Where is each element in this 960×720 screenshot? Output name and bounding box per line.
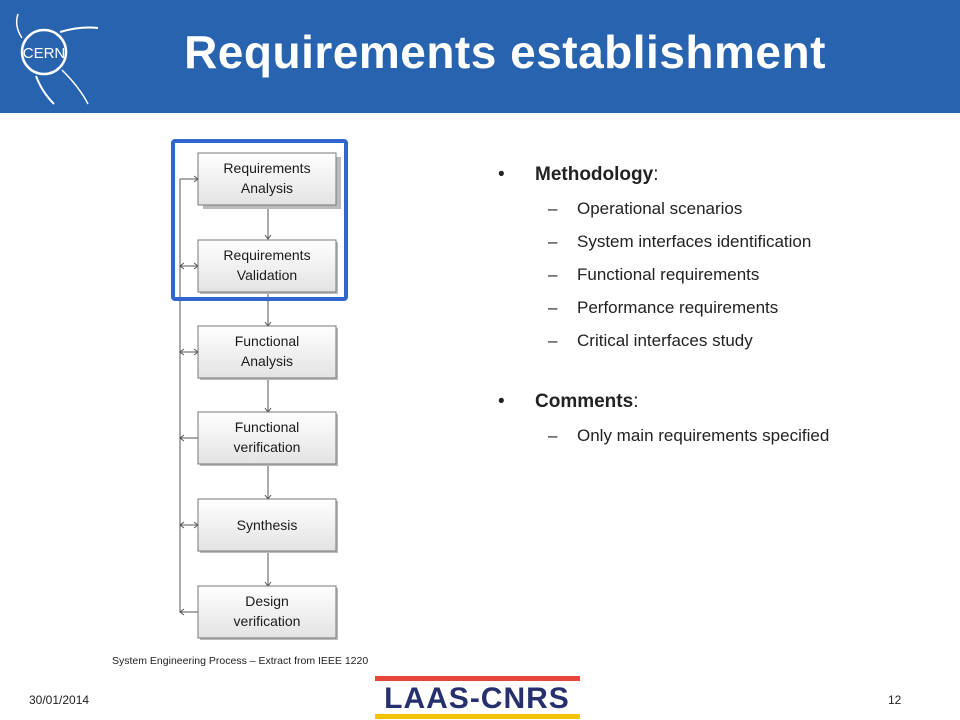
feedback-connector [180, 176, 198, 182]
box-label-line2: verification [233, 439, 301, 455]
sub-bullet: – Performance requirements [548, 298, 779, 317]
feedback-connector [180, 522, 198, 528]
process-box-functional-analysis [198, 326, 338, 380]
sub-bullet-text: Functional requirements [577, 265, 760, 284]
bullet-suffix: : [633, 391, 639, 412]
box-label-line1: Synthesis [236, 517, 298, 533]
page-number: 12 [888, 693, 902, 707]
bullet-label: Methodology [535, 164, 654, 185]
feedback-connector [180, 435, 198, 441]
bullet-dot: • [498, 164, 505, 185]
bullet-list [498, 160, 938, 448]
sub-bullet-text: Critical interfaces study [577, 331, 753, 350]
process-diagram [160, 135, 360, 645]
diagram-caption: System Engineering Process – Extract from IEEE 1220 [112, 655, 369, 667]
feedback-connector [180, 349, 198, 355]
process-box-design-verification [198, 586, 338, 640]
sub-bullet-text: Performance requirements [577, 298, 779, 317]
sub-bullet: – System interfaces identification [548, 232, 812, 251]
sub-bullet-text: System interfaces identification [577, 232, 812, 251]
box-label-line1: Design [245, 593, 289, 609]
flow-arrow [265, 464, 271, 499]
laas-cnrs-logo [375, 676, 580, 720]
box-label-line2: Analysis [240, 353, 294, 369]
cern-logo-text: CERN [22, 45, 66, 62]
box-label-line2: Validation [236, 267, 298, 283]
process-box-requirements-validation [198, 240, 338, 294]
page-title: Requirements establishment [184, 26, 826, 78]
box-label-line1: Requirements [223, 160, 311, 176]
bullet-dot: • [498, 391, 505, 412]
sub-bullet: – Only main requirements specified [548, 426, 830, 445]
box-label-line2: Analysis [240, 180, 294, 196]
sub-bullet: – Critical interfaces study [548, 331, 753, 350]
bullet-suffix: : [653, 164, 659, 185]
laas-logo-text: LAAS-CNRS [384, 682, 570, 715]
feedback-connector [180, 609, 198, 615]
box-label-line1: Functional [234, 333, 300, 349]
process-box-requirements-analysis [198, 153, 341, 209]
sub-bullet-text: Operational scenarios [577, 199, 743, 218]
process-box-functional-verification [198, 412, 338, 466]
footer-date: 30/01/2014 [29, 693, 90, 707]
box-label-line2: verification [233, 613, 301, 629]
sub-bullet-text: Only main requirements specified [577, 426, 830, 445]
flow-arrow [265, 551, 271, 586]
bullet-methodology [498, 160, 938, 190]
process-box-synthesis [198, 499, 338, 553]
flow-arrow [265, 205, 271, 239]
feedback-connector [180, 263, 198, 269]
bullet-comments [498, 387, 938, 417]
flow-arrow [265, 378, 271, 412]
box-label-line1: Functional [234, 419, 300, 435]
bullet-label: Comments [535, 391, 634, 412]
sub-bullet: – Operational scenarios [548, 199, 743, 218]
sub-bullet: – Functional requirements [548, 265, 760, 284]
box-label-line1: Requirements [223, 247, 311, 263]
